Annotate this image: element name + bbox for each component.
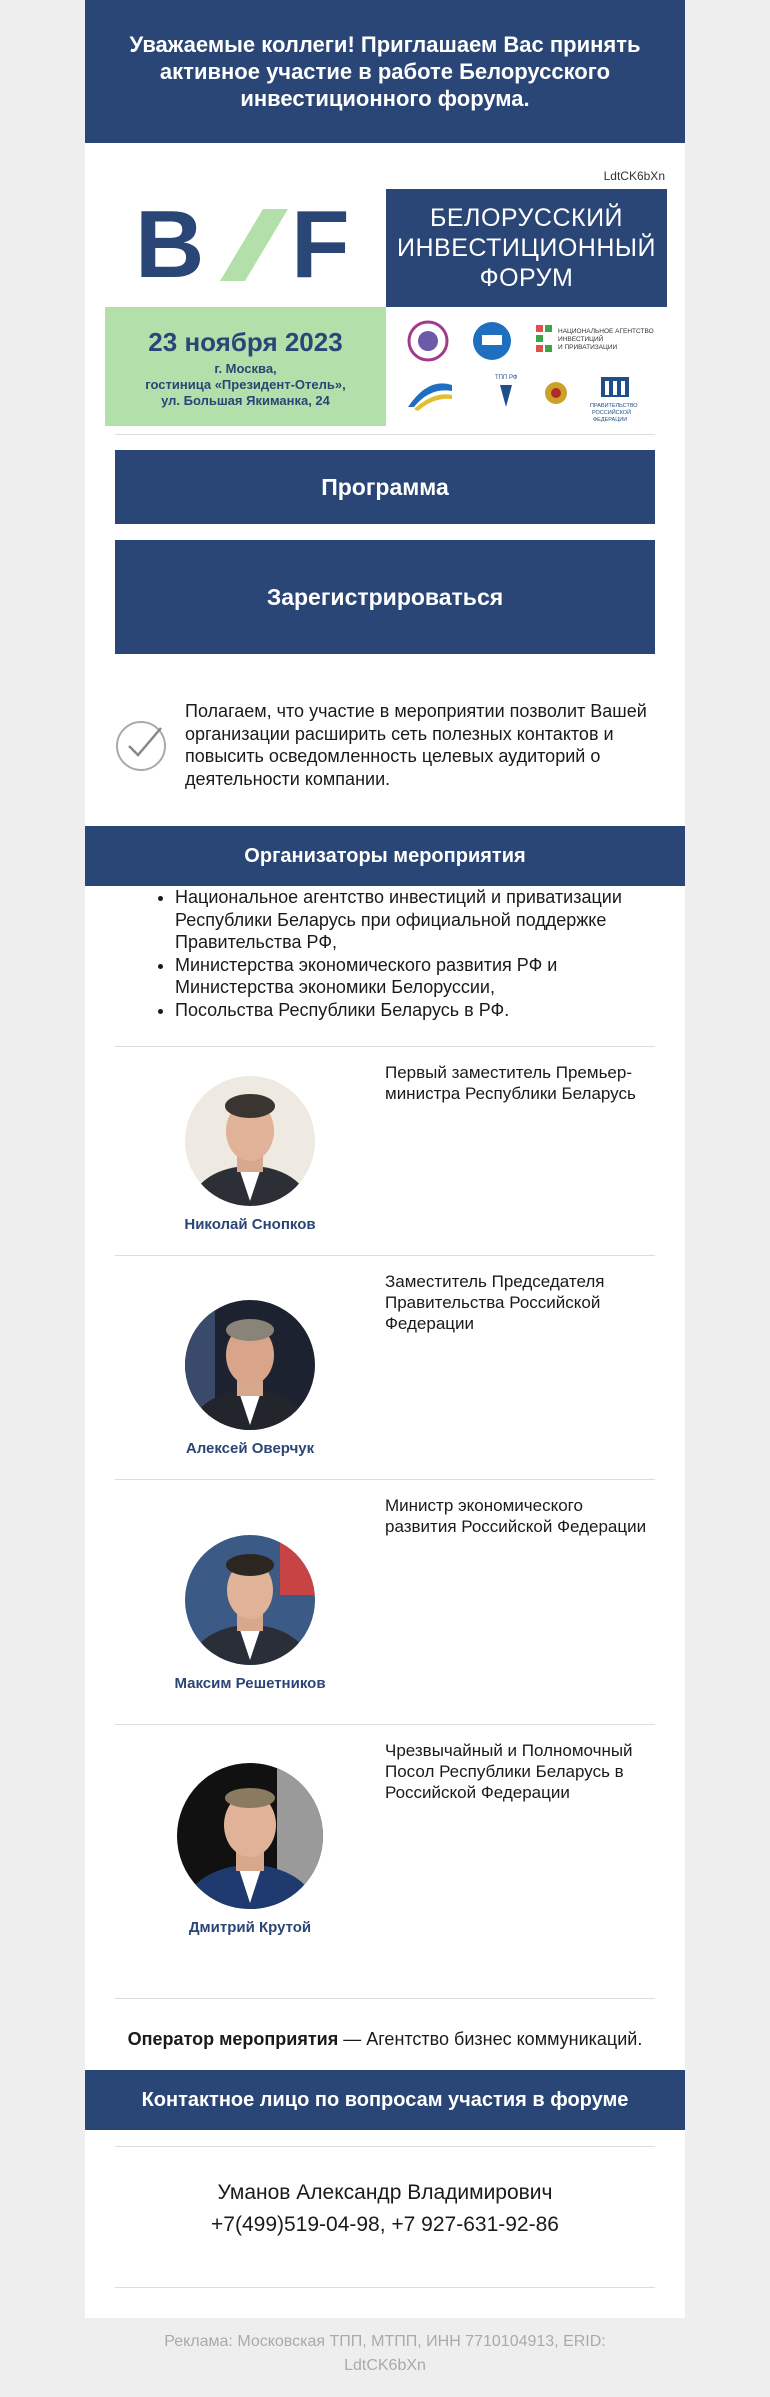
organizers-header: Организаторы мероприятия [85, 826, 685, 886]
email-body [85, 0, 685, 2318]
agency-logo-icon-3 [536, 345, 543, 352]
speaker-photo [115, 1256, 385, 1479]
forum-place [105, 361, 386, 409]
contact-header: Контактное лицо по вопросам участия в форуме [85, 2070, 685, 2130]
logo-letter-b: B [135, 191, 205, 298]
speaker-role: Чрезвычайный и Полномочный Посол Республики Беларусь в Российской Федерации [385, 1741, 633, 1802]
hero-title: Уважаемые коллеги! Приглашаем Вас принять активное участие в работе Белорусского инвестиционного форума. [129, 32, 641, 111]
forum-title-line-3: ФОРУМ [479, 264, 574, 292]
tpp-logo-icon [500, 385, 512, 407]
contact-name: Уманов Александр Владимирович [217, 2181, 553, 2204]
speaker-card [115, 1046, 655, 1255]
organizer-item: • Министерства экономического развития РФ и Министерства экономики Белоруссии, [175, 954, 655, 999]
operator-text: — Агентство бизнес коммуникаций. [338, 2029, 643, 2049]
agency-logo-icon-4 [545, 325, 552, 332]
partner-logos [386, 307, 667, 426]
speaker-role: Первый заместитель Премьер-министра Республики Беларусь [385, 1063, 636, 1103]
agency-logo-icon-2 [536, 335, 543, 342]
partner-emblem-2-mark [482, 335, 502, 345]
organizer-item: • Национальное агентство инвестиций и приватизации Республики Беларусь при официальной поддержке Правительства РФ, [175, 886, 655, 954]
speaker-photo [115, 1047, 385, 1255]
agency-logo-label-2: ИНВЕСТИЦИЙ [558, 336, 604, 343]
speaker-role: Заместитель Председателя Правительства Российской Федерации [385, 1272, 605, 1333]
ad-disclaimer-line-1: Реклама: Московская ТПП, МТПП, ИНН 7710104913, ERID: [164, 2333, 606, 2350]
agency-logo-icon [536, 325, 543, 332]
organizers-list [85, 886, 685, 1046]
hero-header [85, 0, 685, 143]
government-logo-column-3 [621, 381, 625, 395]
forum-place-line-3: ул. Большая Якиманка, 24 [161, 393, 330, 408]
agency-logo-icon-5 [545, 345, 552, 352]
forum-place-line-2: гостиница «Президент-Отель», [145, 377, 346, 392]
organizer-item: • Посольства Республики Беларусь в РФ. [175, 999, 655, 1022]
reference-code: LdtCK6bXn [603, 169, 665, 183]
speaker-name: Николай Снопков [184, 1216, 316, 1233]
forum-title-box [386, 189, 667, 307]
partner-emblem-1-core [418, 331, 438, 351]
operator-label: Оператор мероприятия [127, 2029, 339, 2049]
ad-disclaimer [0, 2330, 770, 2378]
government-logo-label-3: ФЕДЕРАЦИИ [593, 417, 628, 423]
speaker-avatar [185, 1300, 315, 1430]
speaker-card [115, 1479, 655, 1724]
benefit-text: Полагаем, что участие в мероприятии позволит Вашей организации расширить сеть полезных контактов и повысить осведомленность целевых аудиторий о деятельности компании. [185, 701, 647, 789]
ad-disclaimer-line-2: LdtCK6bXn [344, 2357, 426, 2374]
divider [115, 2287, 655, 2288]
speaker-photo [115, 1725, 385, 1998]
government-logo-label: ПРАВИТЕЛЬСТВО [590, 403, 638, 409]
speaker-avatar [185, 1535, 315, 1665]
agency-logo-label: НАЦИОНАЛЬНОЕ АГЕНТСТВО [558, 328, 654, 335]
speaker-name: Алексей Оверчук [185, 1440, 315, 1457]
tpp-logo-label: ТПП РФ [495, 375, 518, 381]
speaker-role: Министр экономического развития Российской Федерации [385, 1496, 647, 1536]
program-button[interactable]: Программа [115, 450, 655, 524]
forum-banner[interactable] [105, 189, 665, 434]
ministry-emblem-core [551, 388, 561, 398]
government-logo-column-2 [613, 381, 617, 395]
contact-phones[interactable]: +7(499)519-04-98, +7 927-631-92-86 [211, 2213, 559, 2236]
speaker-card [115, 1724, 655, 1998]
forum-title-line-1: БЕЛОРУССКИЙ [429, 204, 624, 232]
bif-logo [105, 189, 386, 307]
check-icon [115, 700, 185, 826]
divider [115, 434, 655, 435]
register-button[interactable]: Зарегистрироваться [115, 540, 655, 654]
government-logo-column-1 [605, 381, 609, 395]
forum-date: 23 ноября 2023 [148, 327, 343, 357]
contact-info [85, 2147, 685, 2287]
logo-letter-f: F [291, 191, 350, 298]
agency-logo-label-3: И ПРИВАТИЗАЦИИ [558, 344, 618, 351]
forum-title-line-2: ИНВЕСТИЦИОННЫЙ [397, 234, 656, 262]
logo-slash-shape [220, 209, 288, 281]
speaker-card [115, 1255, 655, 1479]
forum-date-box [105, 307, 386, 426]
speaker-avatar [177, 1763, 323, 1909]
speaker-name: Максим Решетников [174, 1675, 326, 1692]
government-logo-label-2: РОССИЙСКОЙ [592, 410, 632, 416]
speaker-avatar [185, 1076, 315, 1206]
event-operator [85, 1999, 685, 2070]
partner-logos-graphic [386, 307, 667, 426]
forum-place-line-1: г. Москва, [214, 361, 277, 376]
speaker-name: Дмитрий Крутой [188, 1919, 312, 1936]
speaker-photo [115, 1480, 385, 1724]
bif-logo-graphic [105, 189, 386, 307]
benefit-note [85, 654, 685, 826]
